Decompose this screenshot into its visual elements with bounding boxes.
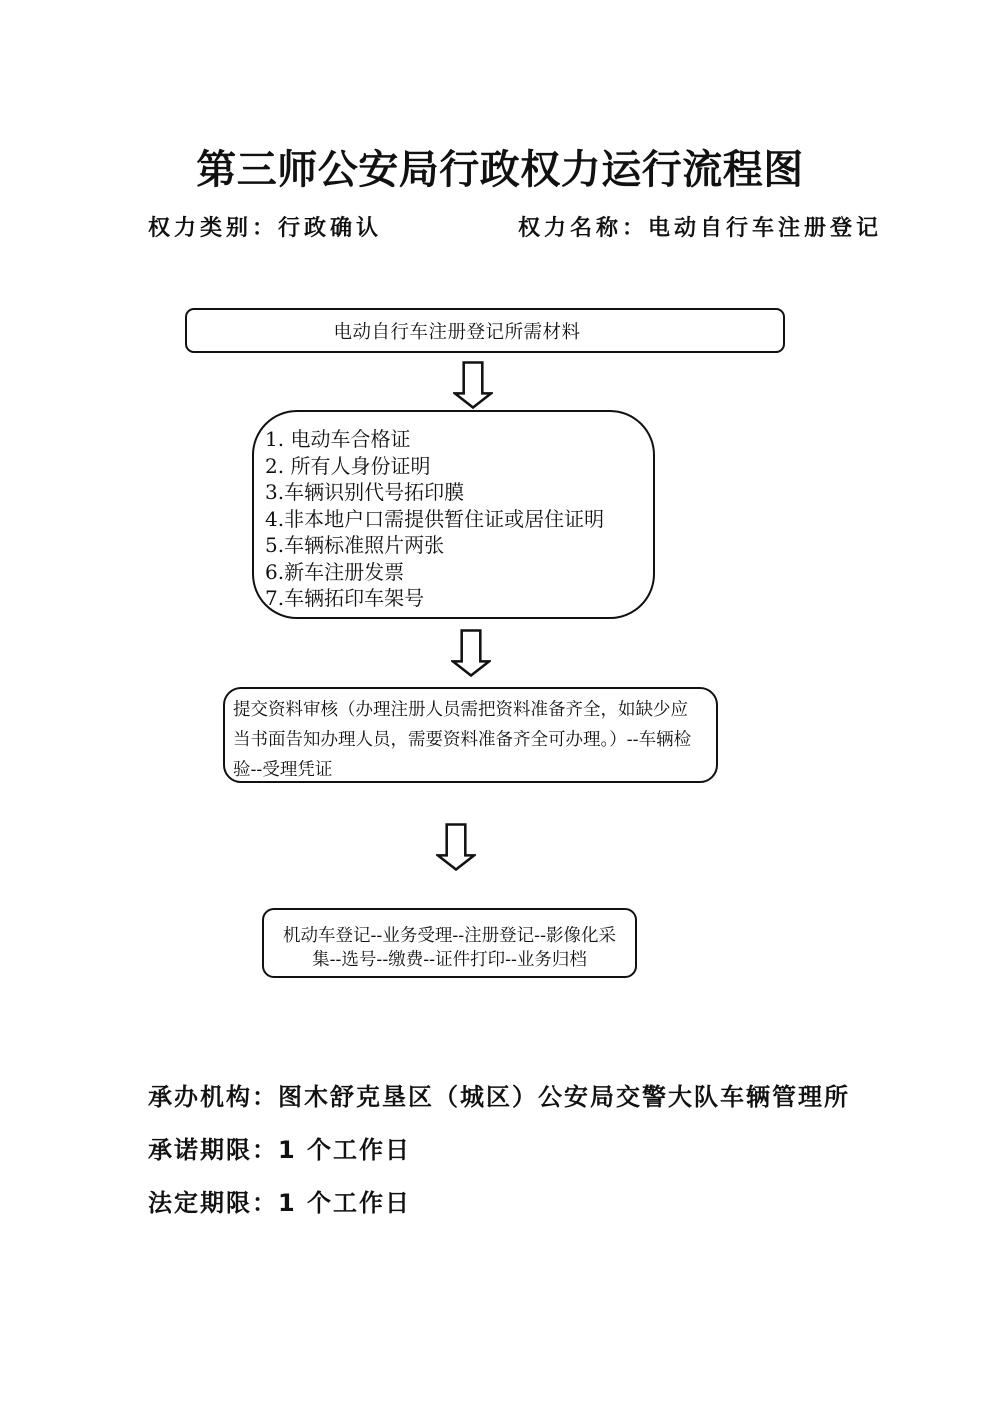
review-text-line: 提交资料审核（办理注册人员需把资料准备齐全，如缺少应: [233, 700, 688, 720]
power-category-label: 权力类别：行政确认: [148, 216, 383, 241]
process-text-line: 机动车登记--业务受理--注册登记--影像化采: [283, 926, 616, 946]
flow-box-review: [223, 687, 718, 783]
flow-box-materials-text: 电动自行车注册登记所需材料: [333, 321, 581, 343]
down-arrow-shape: [438, 824, 474, 869]
flow-box-materials: [185, 308, 785, 353]
down-arrow-icon: [453, 361, 493, 410]
checklist-item: 5.车辆标准照片两张: [265, 533, 445, 557]
down-arrow-icon: [436, 823, 476, 872]
agency-label: 承办机构：图木舒克垦区（城区）公安局交警大队车辆管理所: [148, 1083, 850, 1111]
down-arrow-icon: [451, 629, 491, 678]
checklist-item: 7.车辆拓印车架号: [265, 586, 425, 610]
flow-box-process: [262, 908, 637, 978]
statutory-period-label: 法定期限：1 个工作日: [148, 1189, 412, 1217]
promised-period-label: 承诺期限：1 个工作日: [148, 1136, 412, 1164]
review-text-line: 当书面告知办理人员，需要资料准备齐全可办理。）--车辆检: [233, 730, 692, 750]
checklist-item: 2. 所有人身份证明: [265, 453, 431, 478]
page-title: 第三师公安局行政权力运行流程图: [196, 146, 804, 193]
flow-box-checklist: [252, 410, 655, 619]
checklist-item: 4.非本地户口需提供暂住证或居住证明: [265, 506, 605, 531]
down-arrow-shape: [455, 362, 491, 407]
down-arrow-shape: [453, 630, 489, 675]
checklist-item: 1. 电动车合格证: [265, 427, 411, 451]
review-text-line: 验--受理凭证: [233, 760, 333, 780]
power-name-label: 权力名称：电动自行车注册登记: [518, 216, 883, 241]
checklist-item: 6.新车注册发票: [265, 559, 405, 584]
process-text-line: 集--选号--缴费--证件打印--业务归档: [312, 949, 587, 970]
checklist-item: 3.车辆识别代号拓印膜: [265, 480, 465, 504]
